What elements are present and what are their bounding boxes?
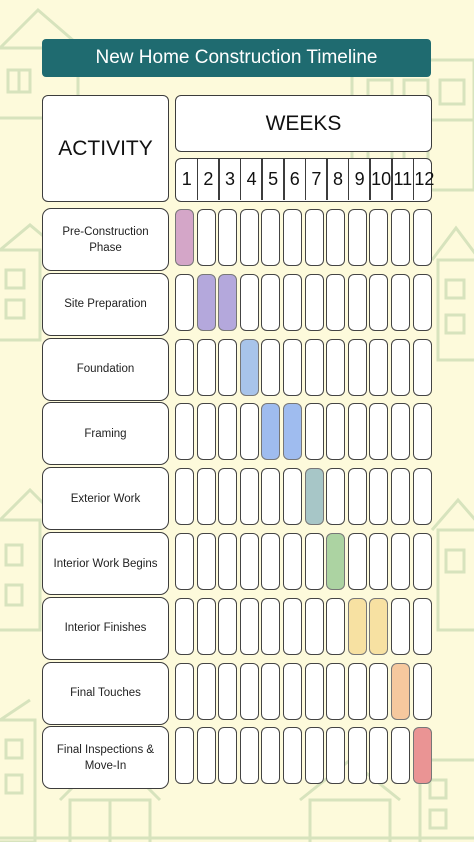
timeline-cell [261,727,280,784]
timeline-cell [240,403,259,460]
timeline-bar-cell [413,727,432,784]
timeline-cell [175,339,194,396]
timeline-cell [413,598,432,655]
timeline-cell [175,468,194,525]
timeline-cell [283,209,302,266]
activity-label: Framing [42,402,169,465]
week-divider [218,159,220,200]
activity-column-header: ACTIVITY [42,95,169,202]
timeline-bar-cell [348,598,367,655]
timeline-cell [391,274,410,331]
activity-label: Pre-Construction Phase [42,208,169,271]
timeline-cell [261,598,280,655]
timeline-cell [283,339,302,396]
activity-label: Final Inspections & Move-In [42,726,169,789]
timeline-cell [240,663,259,720]
week-number-row [175,158,435,202]
timeline-cell [348,663,367,720]
timeline-cell [261,663,280,720]
timeline-cell [305,403,324,460]
timeline-cell [391,209,410,266]
timeline-cell [413,663,432,720]
timeline-cell [175,663,194,720]
week-divider [391,159,393,200]
timeline-cell [305,663,324,720]
timeline-cell [175,598,194,655]
timeline-bar-cell [197,274,216,331]
timeline-bar-cell [240,339,259,396]
week-divider [413,159,415,200]
week-divider [326,159,328,200]
timeline-cell [305,339,324,396]
week-number-4: 4 [246,169,257,189]
timeline-cell [326,468,345,525]
timeline-cell [218,468,237,525]
timeline-cell [305,598,324,655]
week-number-7: 7 [311,169,322,189]
timeline-cell [369,209,388,266]
timeline-cell [348,727,367,784]
timeline-cell [197,403,216,460]
timeline-cell [413,274,432,331]
timeline-bar-cell [175,209,194,266]
timeline-cell [305,274,324,331]
week-number-11: 11 [393,169,413,189]
week-divider [261,159,263,200]
timeline-cell [197,533,216,590]
timeline-cell [283,663,302,720]
timeline-cell [413,209,432,266]
timeline-bar-cell [391,663,410,720]
timeline-bar-cell [369,598,388,655]
activity-label: Exterior Work [42,467,169,530]
activity-label: Foundation [42,338,169,401]
timeline-cell [326,339,345,396]
timeline-bar-cell [261,403,280,460]
timeline-cell [369,274,388,331]
timeline-cell [348,274,367,331]
timeline-cell [369,403,388,460]
week-divider [305,159,307,200]
timeline-cell [197,727,216,784]
timeline-bar-cell [326,533,345,590]
timeline-cell [326,598,345,655]
timeline-cell [326,663,345,720]
timeline-cell [218,533,237,590]
weeks-header: WEEKS [175,95,432,152]
timeline-cell [261,274,280,331]
week-divider [369,159,371,200]
chart-title: New Home Construction Timeline [42,39,431,77]
timeline-cell [369,468,388,525]
activity-label: Site Preparation [42,273,169,336]
timeline-cell [391,533,410,590]
week-number-12: 12 [414,169,435,189]
timeline-cell [197,468,216,525]
timeline-cell [391,403,410,460]
timeline-cell [240,274,259,331]
timeline-cell [348,209,367,266]
timeline-cell [348,339,367,396]
timeline-cell [240,727,259,784]
timeline-cell [391,468,410,525]
activity-label: Final Touches [42,662,169,725]
timeline-cell [197,209,216,266]
timeline-cell [283,468,302,525]
timeline-cell [218,727,237,784]
timeline-cell [413,339,432,396]
timeline-bar-cell [283,403,302,460]
timeline-cell [326,274,345,331]
timeline-cell [369,727,388,784]
week-divider [240,159,242,200]
timeline-cell [218,598,237,655]
week-number-5: 5 [268,169,279,189]
week-number-1: 1 [181,169,192,189]
timeline-cell [197,598,216,655]
timeline-cell [326,727,345,784]
timeline-cell [197,663,216,720]
activity-label: Interior Work Begins [42,532,169,595]
timeline-bar-cell [218,274,237,331]
timeline-cell [283,274,302,331]
timeline-cell [305,727,324,784]
timeline-cell [240,468,259,525]
week-number-3: 3 [224,169,235,189]
timeline-bar-cell [305,468,324,525]
timeline-cell [240,533,259,590]
week-number-8: 8 [332,169,343,189]
week-divider [348,159,350,200]
timeline-cell [348,533,367,590]
timeline-cell [175,533,194,590]
timeline-cell [175,727,194,784]
timeline-cell [240,209,259,266]
timeline-cell [391,727,410,784]
timeline-cell [240,598,259,655]
timeline-cell [305,533,324,590]
timeline-cell [261,468,280,525]
timeline-cell [283,727,302,784]
timeline-cell [413,403,432,460]
timeline-cell [391,598,410,655]
week-number-9: 9 [354,169,365,189]
timeline-cell [413,468,432,525]
timeline-cell [218,403,237,460]
week-number-2: 2 [203,169,214,189]
timeline-cell [305,209,324,266]
timeline-cell [326,403,345,460]
timeline-cell [326,209,345,266]
week-divider [283,159,285,200]
week-number-10: 10 [371,169,392,189]
timeline-cell [391,339,410,396]
timeline-cell [413,533,432,590]
timeline-cell [261,533,280,590]
week-divider [197,159,199,200]
timeline-cell [283,533,302,590]
timeline-cell [197,339,216,396]
week-number-6: 6 [289,169,300,189]
timeline-cell [218,339,237,396]
timeline-cell [261,209,280,266]
timeline-cell [369,663,388,720]
timeline-cell [175,403,194,460]
timeline-cell [261,339,280,396]
timeline-cell [175,274,194,331]
activity-label: Interior Finishes [42,597,169,660]
timeline-cell [218,209,237,266]
timeline-cell [348,403,367,460]
timeline-cell [369,533,388,590]
timeline-cell [283,598,302,655]
timeline-cell [348,468,367,525]
timeline-cell [218,663,237,720]
timeline-cell [369,339,388,396]
